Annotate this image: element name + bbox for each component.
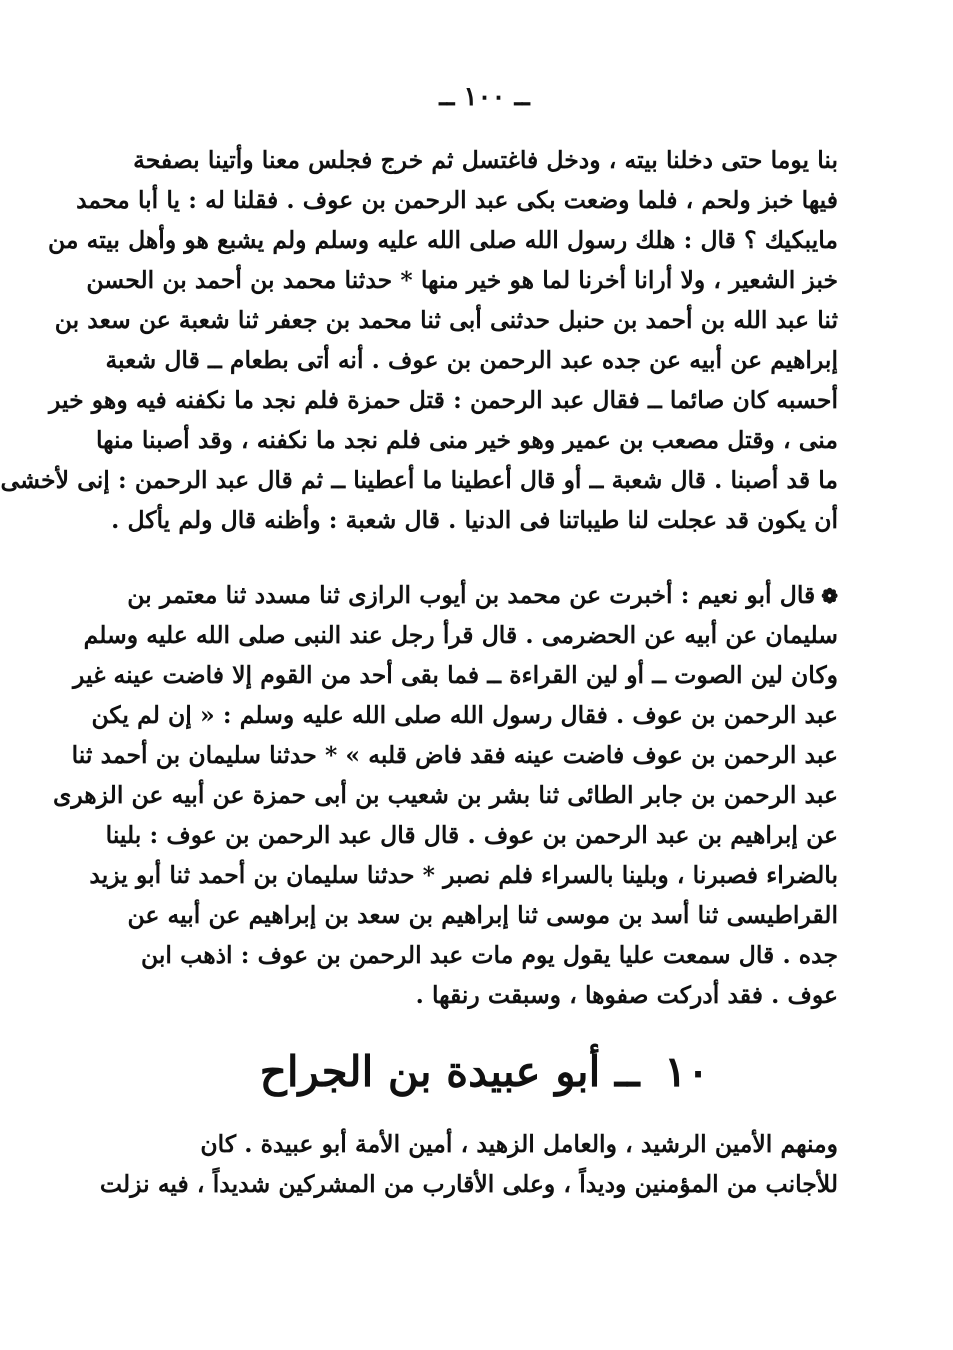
text-line: عبد الرحمن بن جابر الطائى ثنا بشر بن شعيب بن أبى حمزة عن أبيه عن الزهرى [52,781,838,809]
text-line: خبز الشعير ، ولا أرانا أخرنا لما هو خير منها * حدثنا محمد بن أحمد بن الحسن [86,266,838,294]
text-line: أحسبه كان صائما ــ فقال عبد الرحمن : قتل حمزة فلم نجد ما نكفنه فيه وهو خير [49,386,838,414]
text-line: جده . قال سمعت عليا يقول يوم مات عبد الرحمن بن عوف : اذهب ابن [140,941,838,969]
text-line: عبد الرحمن بن عوف . فقال رسول الله صلى الله عليه وسلم : « إن لم يكن [91,701,838,729]
text-line: أن يكون قد عجلت لنا طيباتنا فى الدنيا . قال شعبة : وأظنه قال ولم يأكل . [111,506,838,534]
text-line: عبد الرحمن بن عوف فاضت عينه فقد فاض قلبه » * حدثنا سليمان بن أحمد ثنا [71,741,838,769]
text-line [122,575,838,615]
section-title: أبو عبيدة بن الجراح [259,1047,601,1096]
section-number: ١٠ [664,1047,710,1096]
text-line: فيها خبز ولحم ، فلما وضعت بكى عبد الرحمن بن عوف . فقلنا له : يا أبا محمد [76,186,838,214]
text-line: للأجانب من المؤمنين وديداً ، وعلى الأقارب من المشركين شديداً ، فيه نزلت [99,1170,838,1198]
flower-ornament-icon: ❁ [821,584,838,608]
paragraph-2 [52,575,838,1015]
paragraph-1 [0,140,838,540]
text-line: بنا يوما حتى دخلنا بيته ، ودخل فاغتسل ثم خرج فجلس معنا وأتينا بصفحة [133,146,838,174]
text-line: بالضراء فصبرنا ، وبلينا بالسراء فلم نصبر * حدثنا سليمان بن أحمد ثنا أبو يزيد [89,861,838,889]
section-dash: ــ [614,1047,640,1096]
section-heading [16,1042,953,1102]
page-number: ــ ١٠٠ ــ [439,82,530,112]
text-line: عن إبراهيم بن عبد الرحمن بن عوف . قال قال عبد الرحمن بن عوف : بلينا [105,821,838,849]
text-line: مايبكيك ؟ قال : هلك رسول الله صلى الله عليه وسلم ولم يشبع هو وأهل بيته من [47,226,838,254]
text-line: عوف . فقد أدركت صفوها ، وسبقت رنقها . [415,981,838,1009]
paragraph-3 [99,1124,838,1204]
text-line: وكان لين الصوت ــ أو لين القراءة ــ فما بقى أحد من القوم إلا فاضت عينه غير [73,661,838,689]
text-line-content: قال أبو نعيم : أخبرت عن محمد بن أيوب الرازى ثنا مسدد ثنا معتمر بن [127,581,816,609]
text-line: إبراهيم عن أبيه عن جده عبد الرحمن بن عوف . أنه أتى بطعام ــ قال شعبة [105,346,838,374]
text-line: ما قد أصبنا . قال شعبة ــ أو قال أعطينا ما أعطينا ــ ثم قال عبد الرحمن : إنى لأخشى [0,466,838,494]
text-line: ثنا عبد الله بن أحمد بن حنبل حدثنى أبى ثنا محمد بن جعفر ثنا شعبة عن سعد بن [54,306,838,334]
text-line: ومنهم الأمين الرشيد ، والعامل الزهيد ، أمين الأمة أبو عبيدة . كان [200,1130,838,1158]
text-line: القراطيسى ثنا أسد بن موسى ثنا إبراهيم بن سعد بن إبراهيم عن أبيه عن [127,901,838,929]
text-line: منى ، وقتل مصعب بن عمير وهو خير منى فلم نجد ما نكفنه ، وقد أصبنا منها [96,426,838,454]
text-line: سليمان عن أبيه عن الحضرمى . قال قرأ رجل عند النبى صلى الله عليه وسلم [83,621,838,649]
